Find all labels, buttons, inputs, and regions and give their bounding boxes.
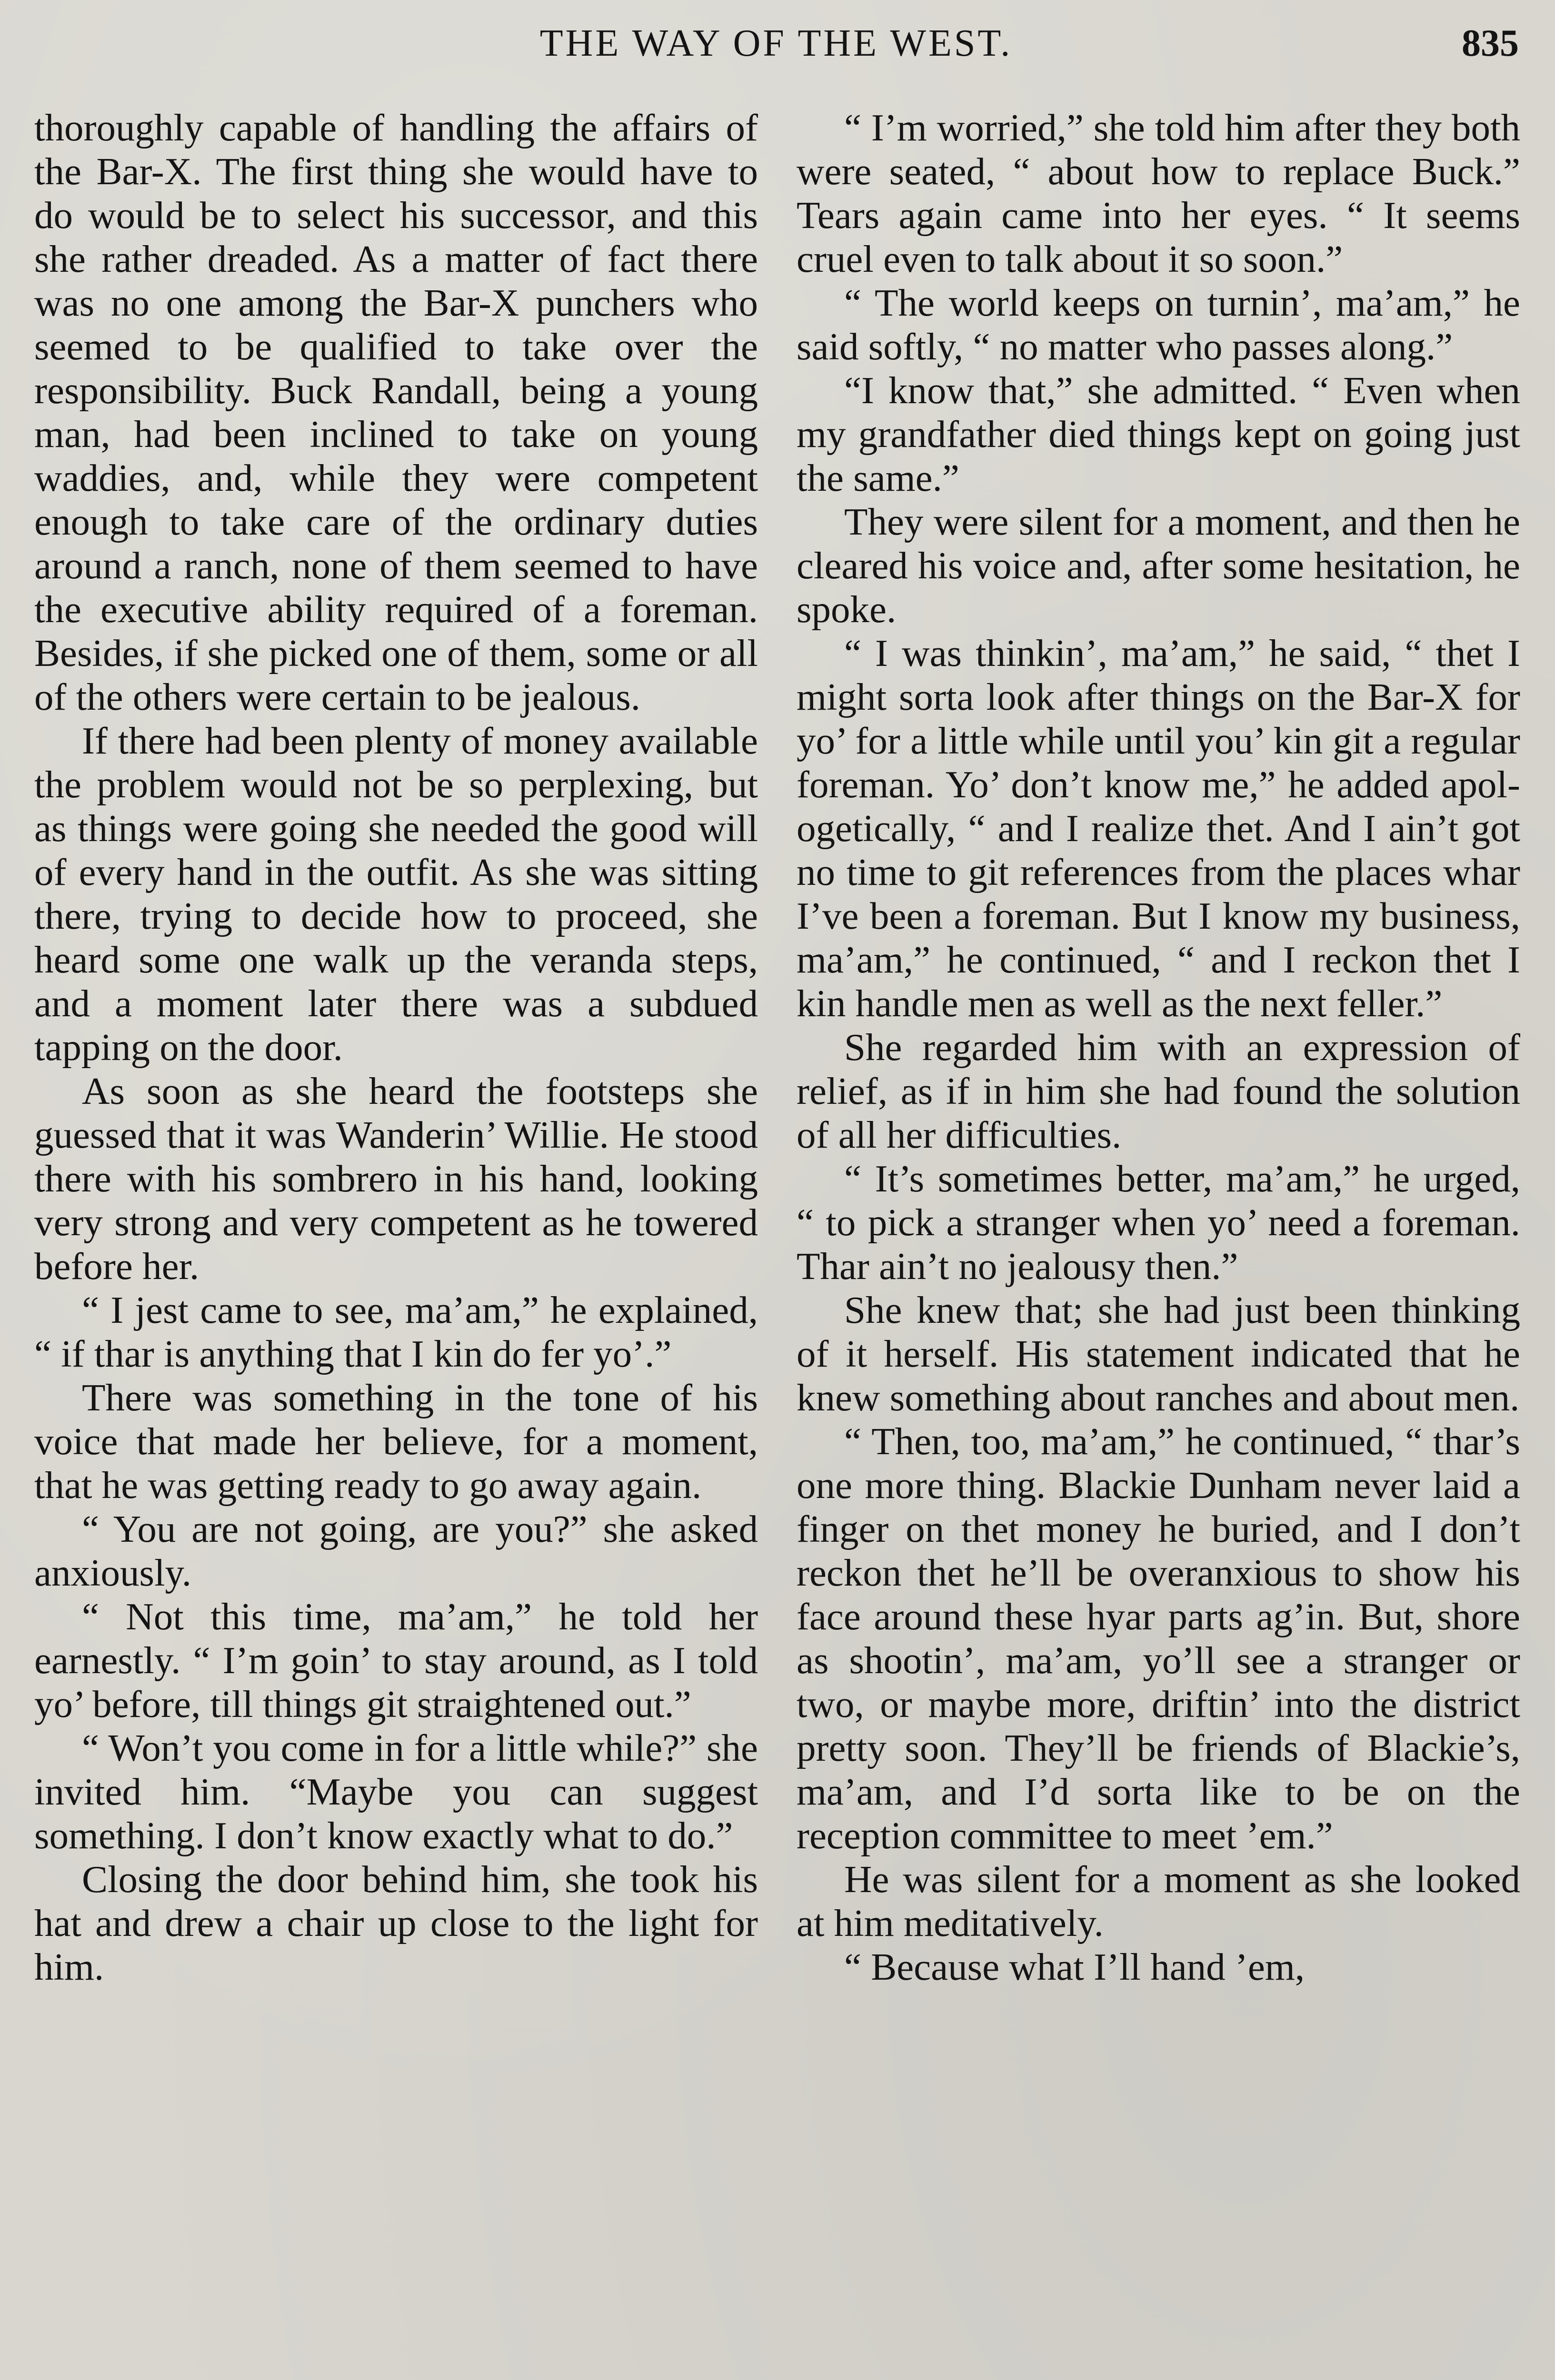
left-column [34,106,758,1989]
paragraph: She regarded him with an expression of relief, as if in him she had found the solution of all her difficulties. [797,1026,1520,1156]
paragraph: She knew that; she had just been thinking of it herself. His statement indicated that he knew something about ranches and about men. [797,1289,1520,1419]
paragraph: “ I’m worried,” she told him after they both were seated, “ about how to replace Buck.” Tears again came into her eyes. “ It seems cruel even to talk about it so soon.” [797,106,1520,280]
paragraph: “ Not this time, ma’am,” he told her earnestly. “ I’m goin’ to stay around, as I told yo’ before, till things git straightened out.” [34,1595,758,1726]
paragraph: There was something in the tone of his voice that made her believe, for a moment, that he was getting ready to go away again. [34,1376,758,1507]
page-header [33,13,1519,85]
paragraph: “ I was thinkin’, ma’am,” he said, “ thet I might sorta look after things on the Bar-X for yo’ for a little while until you’ kin git a regular foreman. Yo’ don’t know me,” he added apologetically, “ and I realize thet. And I ain’t got no time to git references from the places whar I’ve been a foreman. But I know my business, ma’am,” he continued, “ and I reckon thet I kin handle men as well as the next feller.” [797,632,1520,1025]
paragraph: “ The world keeps on turnin’, ma’am,” he said softly, “ no matter who passes along.” [797,281,1520,368]
paragraph: They were silent for a moment, and then he cleared his voice and, after some hesitation, he spoke. [797,500,1520,631]
paragraph: “ It’s sometimes better, ma’am,” he urged, “ to pick a stranger when yo’ need a foreman. Thar ain’t no jealousy then.” [797,1157,1520,1288]
paragraph: Closing the door behind him, she took his hat and drew a chair up close to the light for him. [34,1858,758,1988]
paragraph: thoroughly capable of handling the affairs of the Bar-X. The first thing she would have to do would be to select his successor, and this she rather dreaded. As a matter of fact there was no one among the Bar-X punchers who seemed to be qualified to take over the responsibility. Buck Randall, being a young man, had been inclined to take on young waddies, and, while they were competent enough to take care of the ordinary duties around a ranch, none of them seemed to have the executive ability required of a foreman. Besides, if she picked one of them, some or all of the others were certain to be jealous. [34,106,758,718]
paragraph: “I know that,” she admitted. “ Even when my grandfather died things kept on going just the same.” [797,369,1520,499]
paragraph: “ I jest came to see, ma’am,” he explained, “ if thar is anything that I kin do fer yo’.” [34,1289,758,1375]
paragraph: He was silent for a moment as she looked at him meditatively. [797,1858,1520,1944]
paragraph: “ You are not going, are you?” she asked anxiously. [34,1507,758,1594]
paragraph: “ Won’t you come in for a little while?” she invited him. “Maybe you can suggest something. I don’t know exactly what to do.” [34,1726,758,1857]
paragraph: As soon as she heard the footsteps she guessed that it was Wanderin’ Willie. He stood there with his sombrero in his hand, looking very strong and very competent as he towered before her. [34,1070,758,1288]
paragraph: If there had been plenty of money available the problem would not be so perplexing, but as things were going she needed the good will of every hand in the outfit. As she was sitting there, trying to decide how to proceed, she heard some one walk up the veranda steps, and a moment later there was a subdued tapping on the door. [34,719,758,1069]
running-title: THE WAY OF THE WEST. [539,22,1013,64]
paragraph: “ Then, too, ma’am,” he continued, “ thar’s one more thing. Blackie Dunham never laid a finger on thet money he buried, and I don’t reckon thet he’ll be overanxious to show his face around these hyar parts ag’in. But, shore as shootin’, ma’am, yo’ll see a stranger or two, or maybe more, driftin’ into the district pretty soon. They’ll be friends of Blackie’s, ma’am, and I’d sorta like to be on the reception committee to meet ’em.” [797,1420,1520,1857]
paragraph: “ Because what I’ll hand ’em, [844,1945,1305,1988]
page-number: 835 [1462,22,1519,64]
right-column [797,106,1520,1989]
